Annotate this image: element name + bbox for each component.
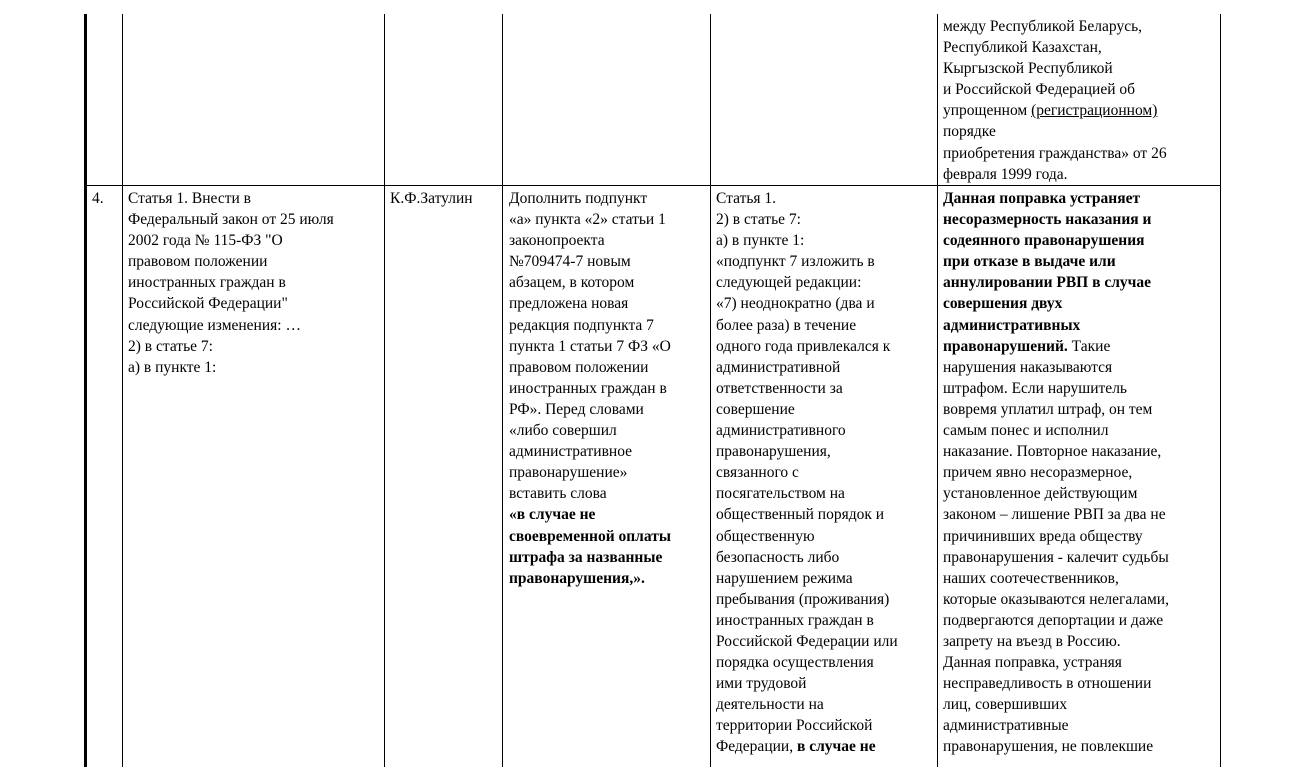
justification-cell bbox=[943, 188, 1219, 758]
article-text-cell: Статья 1. Внести в Федеральный закон от 25 июля 2002 года № 115-ФЗ "О правовом положении иностранных граждан в Российской Федерации" следующие изменения: … 2) в статье 7: а) в пункте 1: bbox=[128, 190, 334, 376]
revised-text: Статья 1. 2) в статье 7: а) в пункте 1: «подпункт 7 изложить в следующей редакции: «7) неоднократно (два и более раза) в течение одного года привлекался к административной ответственности за совершение административного правонарушения, связанного с посягательством на общественный порядок и общественную безопасность либо нарушением режима пребывания (проживания) иностранных граждан в Российской Федерации или порядка осуществления ими трудовой деятельности на территории Российской Федерации, bbox=[716, 190, 898, 756]
justification-text: Такие нарушения наказываются штрафом. Если нарушитель вовремя уплатил штраф, он тем самым понес и исполнил наказание. Повторное наказание, причем явно несоразмерное, установленное действующим законом – лишение РВП за два не причинивших вреда обществу правонарушения - калечит судьбы наших соотечественников, которые оказываются нелегалами, подвергаются депортации и даже запрету на въезд в Россию. Данная поправка, устраняя несправедливость в отношении лиц, совершивших административные правонарушения, не повлекшие bbox=[943, 337, 1169, 756]
amendments-table bbox=[84, 14, 1221, 767]
column-divider bbox=[122, 14, 123, 767]
column-divider bbox=[710, 14, 711, 767]
revised-inserted-words: в случае не bbox=[796, 738, 876, 756]
column-divider bbox=[937, 14, 938, 767]
justification-summary: Данная поправка устраняет несоразмерность наказания и содеянного правонарушения при отказе в выдаче или аннулировании РВП в случае совершения двух административных правонарушений. bbox=[943, 190, 1152, 355]
proposal-cell bbox=[509, 188, 708, 589]
prev-row-justification-cell: между Республикой Беларусь, Республикой Казахстан, Кыргызской Республикой и Российской Федерацией об упрощенном (регистрационном) порядке приобретения гражданства» от 26 февраля 1999 года. bbox=[943, 18, 1167, 183]
column-divider bbox=[502, 14, 503, 767]
row-number-cell: 4. bbox=[92, 190, 104, 207]
column-divider bbox=[384, 14, 385, 767]
proposal-inserted-words: «в случае не своевременной оплаты штрафа за названные правонарушения,». bbox=[509, 506, 671, 587]
row-divider bbox=[84, 185, 1221, 186]
revised-text-cell bbox=[716, 188, 936, 758]
proposal-text: Дополнить подпункт «а» пункта «2» статьи 1 законопроекта №709474-7 новым абзацем, в котором предложена новая редакция подпункта 7 пункта 1 статьи 7 ФЗ «О правовом положении иностранных граждан в РФ». Перед словами «либо совершил административное правонарушение» вставить слова bbox=[509, 190, 671, 503]
table-right-border bbox=[1220, 14, 1221, 767]
table-left-border bbox=[84, 14, 87, 767]
author-cell: К.Ф.Затулин bbox=[390, 190, 473, 207]
